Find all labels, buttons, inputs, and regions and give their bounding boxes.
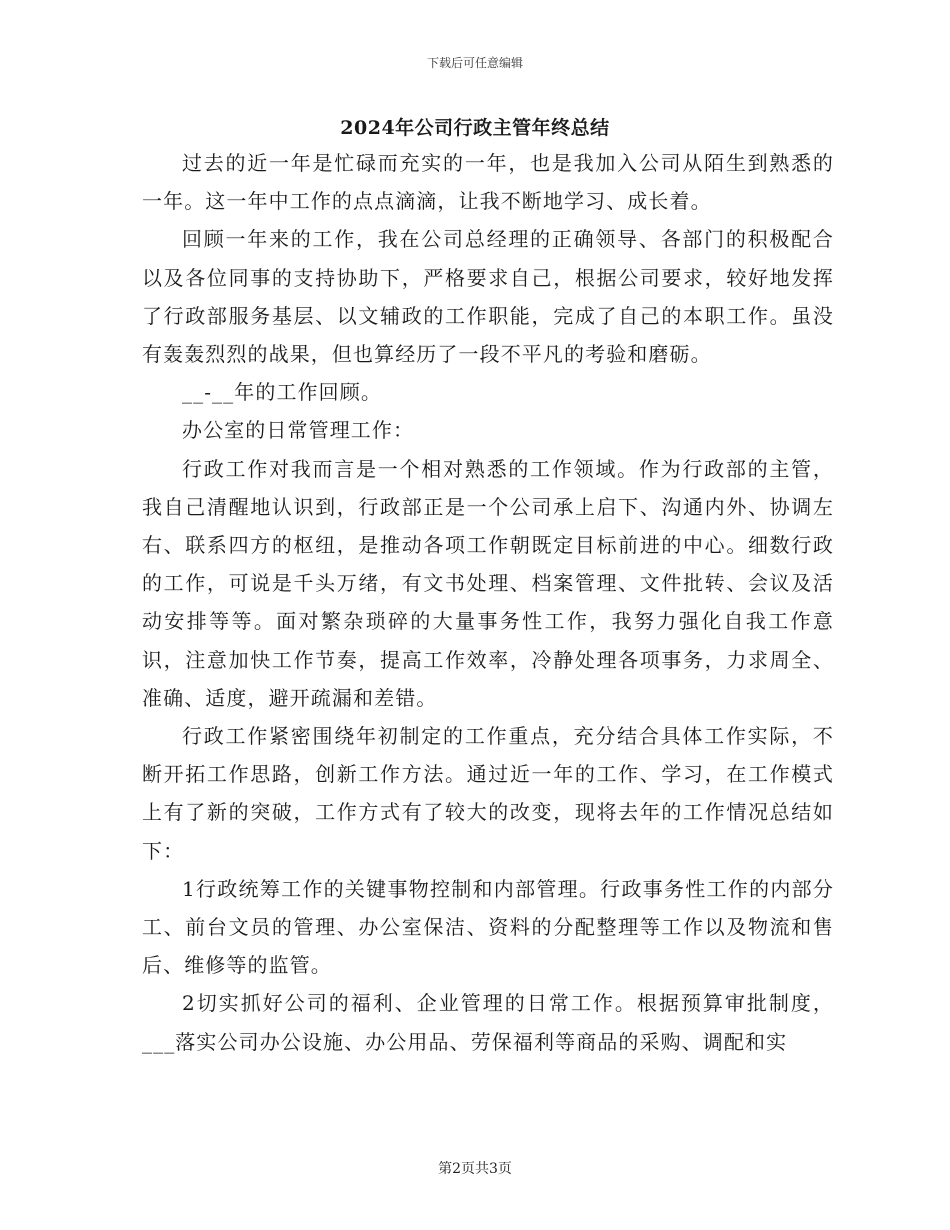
paragraph: 办公室的日常管理工作： <box>182 418 415 443</box>
paragraph: 1行政统筹工作的关键事物控制和内部管理。行政事务性工作的内部分工、前台文员的管理、办公室保洁、资料的分配整理等工作以及物流和售后、维修等的监管。 <box>142 876 834 978</box>
paragraph: 2切实抓好公司的福利、企业管理的日常工作。根据预算审批制度，___落实公司办公设施、办公用品、劳保福利等商品的采购、调配和实 <box>142 991 834 1054</box>
paragraph: 回顾一年来的工作，我在公司总经理的正确领导、各部门的积极配合以及各位同事的支持协助下，严格要求自己，根据公司要求，较好地发挥了行政部服务基层、以文辅政的工作职能，完成了自己的本职工作。虽没有轰轰烈烈的战果，但也算经历了一段不平凡的考验和磨砺。 <box>142 227 834 367</box>
document-body <box>142 144 834 1061</box>
paragraph: 行政工作紧密围绕年初制定的工作重点，充分结合具体工作实际，不断开拓工作思路，创新工作方法。通过近一年的工作、学习，在工作模式上有了新的突破，工作方式有了较大的改变，现将去年的工作情况总结如下： <box>142 724 834 863</box>
document-title: 2024年公司行政主管年终总结 <box>340 117 610 139</box>
header-note: 下载后可任意编辑 <box>426 56 523 70</box>
page-indicator: 第2页共3页 <box>438 1161 512 1177</box>
paragraph: __-__年的工作回顾。 <box>182 380 382 405</box>
paragraph: 行政工作对我而言是一个相对熟悉的工作领域。作为行政部的主管，我自己清醒地认识到，行政部正是一个公司承上启下、沟通内外、协调左右、联系四方的枢纽，是推动各项工作朝既定目标前进的中心。细数行政的工作，可说是千头万绪，有文书处理、档案管理、文件批转、会议及活动安排等等。面对繁杂琐碎的大量事务性工作，我努力强化自我工作意识，注意加快工作节奏，提高工作效率，冷静处理各项事务，力求周全、准确、适度，避开疏漏和差错。 <box>142 456 834 710</box>
paragraph: 过去的近一年是忙碌而充实的一年，也是我加入公司从陌生到熟悉的一年。这一年中工作的点点滴滴，让我不断地学习、成长着。 <box>142 151 834 214</box>
